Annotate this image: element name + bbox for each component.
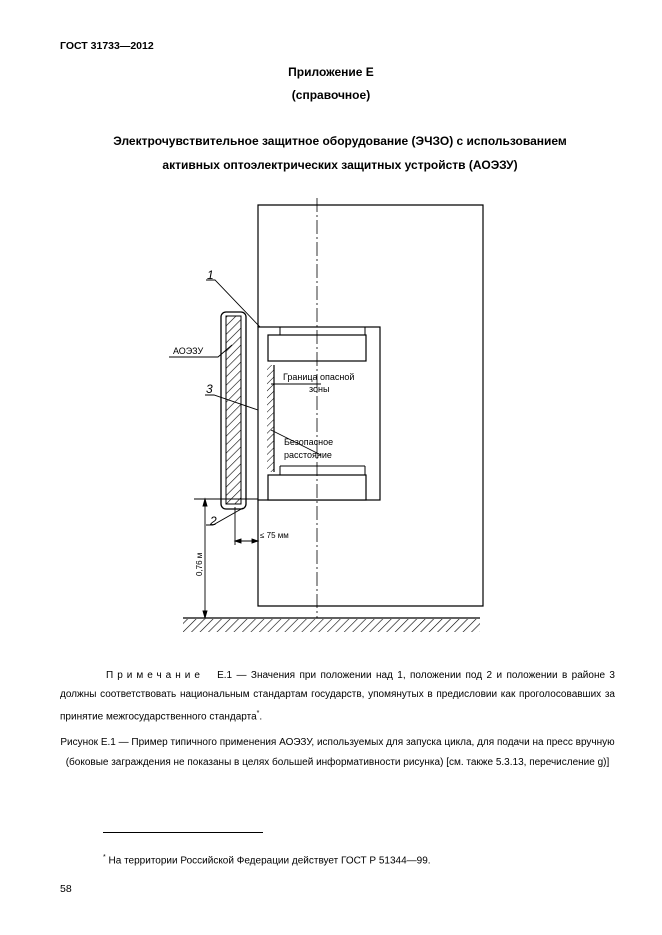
label-height-076m: 0,76 м <box>195 552 204 576</box>
footnote-mark: * <box>103 854 106 861</box>
label-position-3: 3 <box>206 382 213 396</box>
note-end: . <box>259 711 263 723</box>
figure-caption: Рисунок Е.1 — Пример типичного применения АОЭЗУ, используемых для запуска цикла, для подачи на пресс вручную (боковые заграждения не показаны в целях большей информативности рисунка) [см. также 5.3.13, перечисление g)] <box>60 737 615 768</box>
label-danger-zone-2: зоны <box>309 384 330 394</box>
label-danger-zone-1: Граница опасной <box>283 372 355 382</box>
floor <box>183 618 480 632</box>
label-position-1: 1 <box>207 268 214 282</box>
document-code: ГОСТ 31733—2012 <box>60 40 154 52</box>
press-body <box>258 205 483 606</box>
note-paragraph <box>60 666 615 726</box>
figure-e1-diagram <box>0 190 662 650</box>
light-curtain-device <box>221 312 246 509</box>
note-text: Е.1 — Значения при положении над 1, положении под 2 и положении в районе 3 должны соответствовать национальным стандартам государств, упомянутых в предисловии как проголосовавших за принятие межгосударственного стандарта <box>60 670 615 723</box>
section-title-line-1: Электрочувствительное защитное оборудование (ЭЧЗО) с использованием <box>113 134 567 148</box>
label-position-2: 2 <box>210 514 217 528</box>
page-number: 58 <box>60 883 72 895</box>
footnote-divider <box>103 832 263 833</box>
danger-zone-boundary <box>267 365 274 472</box>
appendix-subtitle: (справочное) <box>291 88 371 102</box>
label-safe-distance-1: Безопасное <box>284 437 334 447</box>
label-safe-distance-2: расстояние <box>284 450 332 460</box>
label-gap-75mm: ≤ 75 мм <box>260 531 289 540</box>
note-lead: Примечание <box>106 670 204 681</box>
section-title <box>60 129 620 177</box>
footnote <box>103 854 431 866</box>
label-aoezu: АОЭЗУ <box>173 346 204 356</box>
footnote-text: На территории Российской Федерации действует ГОСТ Р 51344—99. <box>108 855 431 867</box>
note-footnote-mark: * <box>256 710 260 717</box>
appendix-title: Приложение Е <box>288 65 374 79</box>
section-title-line-2: активных оптоэлектрических защитных устройств (АОЭЗУ) <box>162 158 518 172</box>
